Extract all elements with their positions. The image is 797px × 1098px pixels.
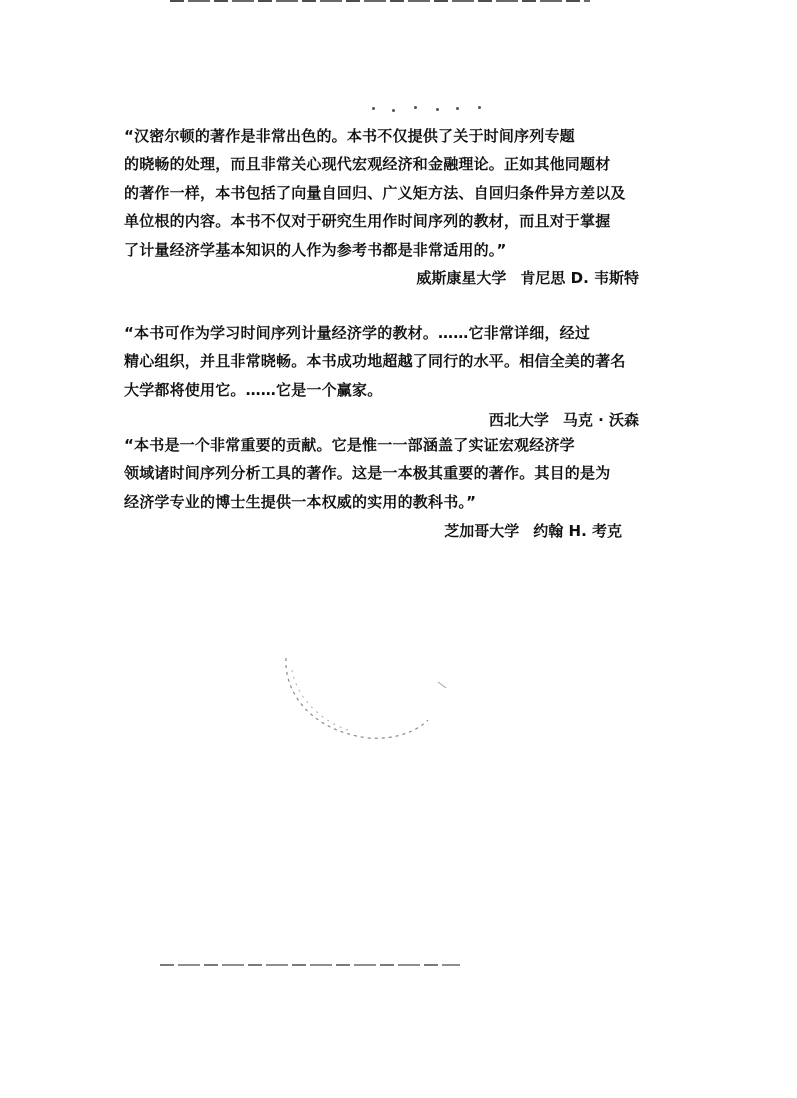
- scan-specks: [370, 104, 490, 114]
- attribution-watson: [489, 409, 639, 430]
- quote-line: 的著作一样，本书包括了向量自回归、广义矩方法、自回归条件异方差以及: [124, 183, 626, 202]
- quote-line: 大学都将使用它。……它是一个赢家。: [124, 380, 383, 399]
- quote-line: 单位根的内容。本书不仅对于研究生用作时间序列的教材，而且对于掌握: [124, 212, 611, 231]
- attribution-west: [416, 267, 639, 288]
- attribution-person: 约翰 H. 考克: [533, 522, 622, 540]
- speck: [456, 107, 459, 110]
- speck: [372, 107, 375, 110]
- quote-line: “本书是一个非常重要的贡献。它是惟一一部涵盖了实证宏观经济学: [124, 436, 575, 454]
- attribution-institution: 威斯康星大学: [416, 269, 507, 287]
- quote-line: “本书可作为学习时间序列计量经济学的教材。……它非常详细，经过: [124, 324, 591, 342]
- quote-line: 了计量经济学基本知识的人作为参考书都是非常适用的。”: [124, 240, 507, 259]
- attribution-institution: 西北大学: [488, 411, 549, 429]
- quote-line: “汉密尔顿的著作是非常出色的。本书不仅提供了关于时间序列专题: [124, 127, 575, 145]
- speck: [436, 108, 439, 111]
- scan-artifact-top: [170, 0, 590, 2]
- quote-line: 的晓畅的处理，而且非常关心现代宏观经济和金融理论。正如其他同题材: [124, 155, 611, 174]
- quote-line: 领域诸时间序列分析工具的著作。这是一本极其重要的著作。其目的是为: [124, 464, 611, 483]
- quote-watson: [124, 319, 644, 404]
- attribution-person: 肯尼思 D. 韦斯特: [520, 269, 639, 287]
- quote-hamilton-west: [124, 122, 644, 264]
- attribution-institution: 芝加哥大学: [444, 522, 520, 540]
- speck: [414, 106, 417, 109]
- quote-line: 经济学专业的博士生提供一本权威的实用的教科书。”: [124, 492, 477, 511]
- speck: [478, 106, 481, 109]
- attribution-cochrane: [444, 520, 622, 541]
- quote-line: 精心组织，并且非常晓畅。本书成功地超越了同行的水平。相信全美的著名: [124, 352, 626, 371]
- speck: [392, 109, 395, 112]
- quote-cochrane: [124, 431, 644, 516]
- scan-artifact-bottom: [160, 964, 460, 966]
- attribution-person: 马克 · 沃森: [562, 411, 639, 429]
- faded-stamp-arc: [278, 650, 458, 760]
